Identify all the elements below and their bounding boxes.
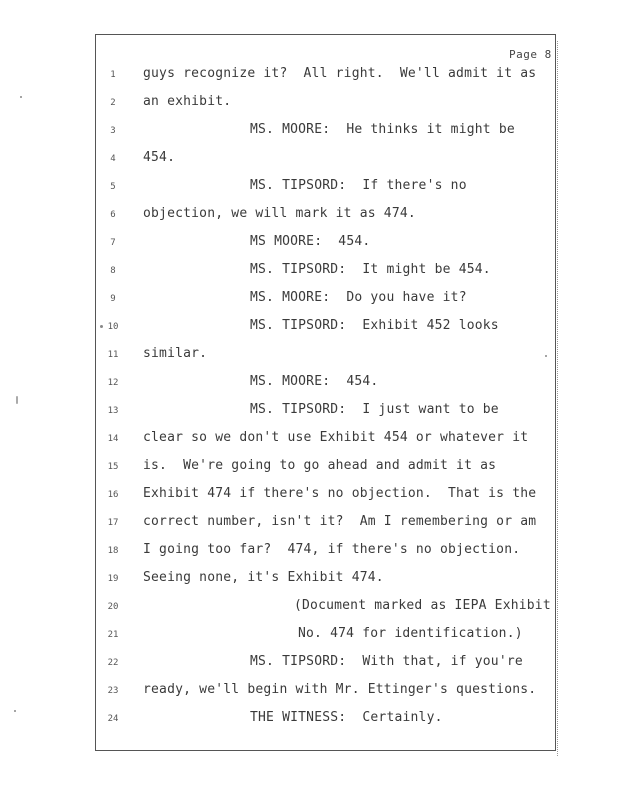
line-text: MS. MOORE: Do you have it? xyxy=(250,290,467,305)
line-number: 5 xyxy=(110,182,116,192)
line-number: 2 xyxy=(110,98,116,108)
line-number: 10 xyxy=(107,322,119,332)
scan-speck xyxy=(545,355,547,357)
line-text: guys recognize it? All right. We'll admit it as xyxy=(143,66,537,81)
line-number: 17 xyxy=(107,518,119,528)
line-text: THE WITNESS: Certainly. xyxy=(250,710,443,725)
transcript-line xyxy=(0,710,618,730)
transcript-line xyxy=(0,570,618,590)
transcript-line xyxy=(0,374,618,394)
line-text: clear so we don't use Exhibit 454 or whatever it xyxy=(143,430,529,445)
transcript-line xyxy=(0,542,618,562)
scan-speck xyxy=(100,325,103,328)
line-text: MS. TIPSORD: I just want to be xyxy=(250,402,499,417)
transcript-line xyxy=(0,94,618,114)
line-number: 20 xyxy=(107,602,119,612)
transcript-line xyxy=(0,402,618,422)
line-number: 23 xyxy=(107,686,119,696)
transcript-line xyxy=(0,318,618,338)
line-text: MS. TIPSORD: If there's no xyxy=(250,178,467,193)
line-text: MS. MOORE: 454. xyxy=(250,374,379,389)
line-number: 6 xyxy=(110,210,116,220)
transcript-line xyxy=(0,290,618,310)
line-number: 16 xyxy=(107,490,119,500)
transcript-line xyxy=(0,430,618,450)
line-number: 9 xyxy=(110,294,116,304)
line-number: 19 xyxy=(107,574,119,584)
transcript-line xyxy=(0,682,618,702)
transcript-line xyxy=(0,486,618,506)
transcript-line xyxy=(0,206,618,226)
line-number: 3 xyxy=(110,126,116,136)
line-number: 13 xyxy=(107,406,119,416)
line-text: MS. TIPSORD: It might be 454. xyxy=(250,262,491,277)
line-text: MS. MOORE: He thinks it might be xyxy=(250,122,515,137)
line-number: 4 xyxy=(110,154,116,164)
line-number: 1 xyxy=(110,70,116,80)
line-text: correct number, isn't it? Am I remembering or am xyxy=(143,514,537,529)
line-text: 454. xyxy=(143,150,176,165)
scan-speck xyxy=(20,96,22,98)
line-number: 22 xyxy=(107,658,119,668)
transcript-line xyxy=(0,458,618,478)
transcript-line xyxy=(0,122,618,142)
transcript-line xyxy=(0,346,618,366)
line-text: Exhibit 474 if there's no objection. That is the xyxy=(143,486,537,501)
page-number: Page 8 xyxy=(509,48,552,61)
transcript-line xyxy=(0,626,618,646)
transcript-line xyxy=(0,262,618,282)
line-text: an exhibit. xyxy=(143,94,232,109)
line-text: ready, we'll begin with Mr. Ettinger's questions. xyxy=(143,682,537,697)
line-number: 12 xyxy=(107,378,119,388)
line-number: 7 xyxy=(110,238,116,248)
line-number: 15 xyxy=(107,462,119,472)
line-number: 11 xyxy=(107,350,119,360)
transcript-line xyxy=(0,234,618,254)
transcript-line xyxy=(0,66,618,86)
line-text: MS. TIPSORD: With that, if you're xyxy=(250,654,523,669)
line-number: 14 xyxy=(107,434,119,444)
line-number: 8 xyxy=(110,266,116,276)
line-text: MS. TIPSORD: Exhibit 452 looks xyxy=(250,318,499,333)
transcript-line xyxy=(0,514,618,534)
line-text: similar. xyxy=(143,346,208,361)
line-text: MS MOORE: 454. xyxy=(250,234,371,249)
transcript-line xyxy=(0,150,618,170)
line-number: 18 xyxy=(107,546,119,556)
line-number: 21 xyxy=(107,630,119,640)
line-text: Seeing none, it's Exhibit 474. xyxy=(143,570,384,585)
line-text: (Document marked as IEPA Exhibit xyxy=(294,598,551,613)
line-text: objection, we will mark it as 474. xyxy=(143,206,416,221)
transcript-line xyxy=(0,598,618,618)
transcript-line xyxy=(0,654,618,674)
transcript-line xyxy=(0,178,618,198)
line-text: I going too far? 474, if there's no objection. xyxy=(143,542,521,557)
scan-speck xyxy=(14,710,16,712)
line-number: 24 xyxy=(107,714,119,724)
line-text: is. We're going to go ahead and admit it as xyxy=(143,458,497,473)
scan-speck xyxy=(16,396,18,404)
line-text: No. 474 for identification.) xyxy=(298,626,523,641)
